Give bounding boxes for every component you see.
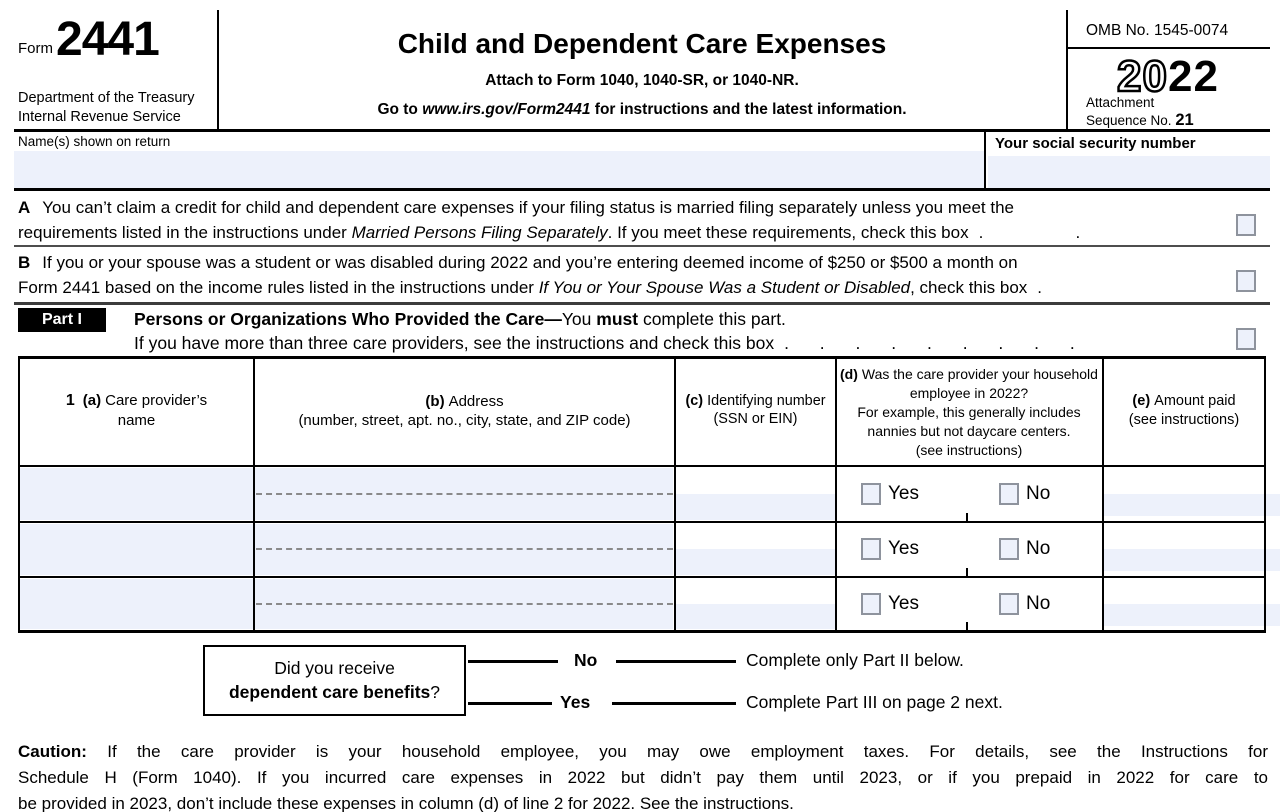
address-dashed-rule [256, 493, 673, 495]
col-c-d-divider [835, 356, 837, 633]
provider-1-yes-label: Yes [888, 483, 919, 504]
provider-2-employee-no-checkbox[interactable] [999, 538, 1019, 560]
ssn-input[interactable] [988, 156, 1270, 188]
leader-dots: . . . . . . . . . [784, 333, 1075, 353]
part-i-badge: Part I [18, 308, 106, 332]
caution-line-2: Schedule H (Form 1040). If you incurred care expenses in 2022 but didn’t pay them until 2023, or if you prepaid in 2022 for care to [18, 768, 1268, 787]
mfs-requirements-checkbox[interactable] [1236, 214, 1256, 236]
section-b-divider [14, 302, 1270, 305]
table-header-border [18, 465, 1266, 467]
sequence-number: 21 [1175, 111, 1194, 129]
provider-2-no-label: No [1026, 538, 1051, 559]
name-on-return-label: Name(s) shown on return [18, 134, 171, 149]
table-bottom-border [18, 630, 1266, 633]
provider-3-no-label: No [1026, 593, 1051, 614]
omb-divider [1066, 47, 1270, 49]
goto-post: for instructions and the latest information. [590, 101, 907, 118]
table-top-border [18, 356, 1266, 359]
question-line-1: Did you receive [274, 658, 395, 678]
leader-dots: . . [978, 222, 1081, 242]
part-i-title: Persons or Organizations Who Provided the Care—You must complete this part. [134, 309, 786, 329]
address-dashed-rule [256, 548, 673, 550]
question-line-2: dependent care benefits? [228, 682, 441, 702]
section-b-letter: B [18, 253, 31, 272]
provider-1-employee-no-checkbox[interactable] [999, 483, 1019, 505]
part-i-instruction: If you have more than three care providers, see the instructions and check this box . . . . . . . . . [134, 333, 1075, 353]
caution-line-3: be provided in 2023, don’t include these expenses in column (d) of line 2 for 2022. See the instructions. [18, 794, 794, 812]
no-branch-label: No [574, 650, 598, 670]
goto-instruction [218, 101, 1066, 119]
col-e-header: (e) Amount paid (see instructions) [1128, 393, 1240, 428]
year-bold: 22 [1168, 52, 1219, 101]
provider-2-employee-yes-checkbox[interactable] [861, 538, 881, 560]
provider-1-no-label: No [1026, 483, 1051, 504]
header-bottom-rule [14, 129, 1270, 132]
form-word-label: Form [18, 40, 53, 57]
form-url: www.irs.gov/Form2441 [422, 101, 591, 118]
table-row-border [18, 521, 1266, 523]
more-than-three-providers-checkbox[interactable] [1236, 328, 1256, 350]
dependent-care-benefits-question-box [203, 645, 466, 716]
name-row-bottom-rule [14, 188, 1270, 191]
amount-paid-input-2[interactable] [1104, 549, 1280, 571]
sequence-number-line [1086, 111, 1194, 130]
yes-no-tick [966, 568, 968, 577]
caution-label: Caution: [18, 742, 87, 761]
yes-branch-line [468, 702, 552, 705]
form-title: Child and Dependent Care Expenses [397, 28, 887, 59]
col-c-header: (c) Identifying number (SSN or EIN) [685, 393, 826, 427]
irs-line: Internal Revenue Service [18, 109, 181, 125]
section-b-line1: B If you or your spouse was a student or was disabled during 2022 and you’re entering deemed income of $250 or $500 a month on [18, 253, 1018, 272]
sequence-label: Sequence No. [1086, 113, 1176, 128]
line-1-number: 1 [65, 392, 75, 409]
leader-dots: . [1037, 277, 1043, 297]
section-a-line1: A You can’t claim a credit for child and dependent care expenses if your filing status is married filing separately unless you meet the [18, 198, 1015, 217]
treasury-line: Department of the Treasury [18, 90, 195, 106]
address-dashed-rule [256, 603, 673, 605]
col-b-header: (b) Address (number, street, apt. no., city, state, and ZIP code) [298, 393, 631, 429]
table-row-border [18, 576, 1266, 578]
caution-note [18, 739, 1268, 812]
section-b [18, 251, 1233, 300]
amount-paid-input-1[interactable] [1104, 494, 1280, 516]
table-border-right [1264, 356, 1266, 633]
section-a [18, 196, 1233, 245]
provider-name-input-3[interactable] [20, 579, 253, 629]
yes-no-tick [966, 513, 968, 522]
yes-branch-line [612, 702, 736, 705]
section-a-line2: requirements listed in the instructions under Married Persons Filing Separately. If you meet these requirements, check this box . . [18, 222, 1081, 242]
provider-name-input-2[interactable] [20, 524, 253, 575]
provider-id-input-2[interactable] [676, 549, 835, 575]
yes-branch-result: Complete Part III on page 2 next. [746, 692, 1003, 712]
no-branch-result: Complete only Part II below. [746, 650, 964, 670]
name-ssn-divider [984, 131, 986, 189]
form-number: 2441 [56, 13, 159, 66]
section-a-divider [14, 245, 1270, 247]
yes-branch-label: Yes [560, 692, 591, 712]
provider-id-input-1[interactable] [676, 494, 835, 520]
omb-number: OMB No. 1545-0074 [1086, 22, 1229, 39]
col-d-header: (d) Was the care provider your household employee in 2022? For example, this generally includes nannies but not daycare centers. (see instructions) [840, 366, 1098, 458]
provider-3-employee-yes-checkbox[interactable] [861, 593, 881, 615]
amount-paid-input-3[interactable] [1104, 604, 1280, 626]
provider-1-employee-yes-checkbox[interactable] [861, 483, 881, 505]
provider-id-input-3[interactable] [676, 604, 835, 629]
section-a-letter: A [18, 198, 31, 217]
section-b-line2: Form 2441 based on the income rules listed in the instructions under If You or Your Spouse Was a Student or Disabled, check this box . [18, 277, 1043, 297]
col-a-header: 1 (a) Care provider’s name [65, 392, 208, 429]
year-outline: 20 [1117, 52, 1168, 101]
caution-line-1: Caution: If the care provider is your household employee, you may owe employment taxes. For details, see the Instructions for [18, 742, 1268, 761]
name-on-return-input[interactable] [14, 151, 984, 188]
provider-name-input-1[interactable] [20, 468, 253, 520]
provider-2-yes-label: Yes [888, 538, 919, 559]
attach-instruction: Attach to Form 1040, 1040-SR, or 1040-NR. [485, 72, 799, 89]
provider-3-yes-label: Yes [888, 593, 919, 614]
goto-pre: Go to [377, 101, 423, 118]
provider-3-employee-no-checkbox[interactable] [999, 593, 1019, 615]
attachment-label: Attachment [1086, 95, 1155, 110]
ssn-label: Your social security number [995, 135, 1196, 152]
yes-no-tick [966, 622, 968, 631]
no-branch-line [616, 660, 736, 663]
student-disabled-checkbox[interactable] [1236, 270, 1256, 292]
no-branch-line [468, 660, 558, 663]
